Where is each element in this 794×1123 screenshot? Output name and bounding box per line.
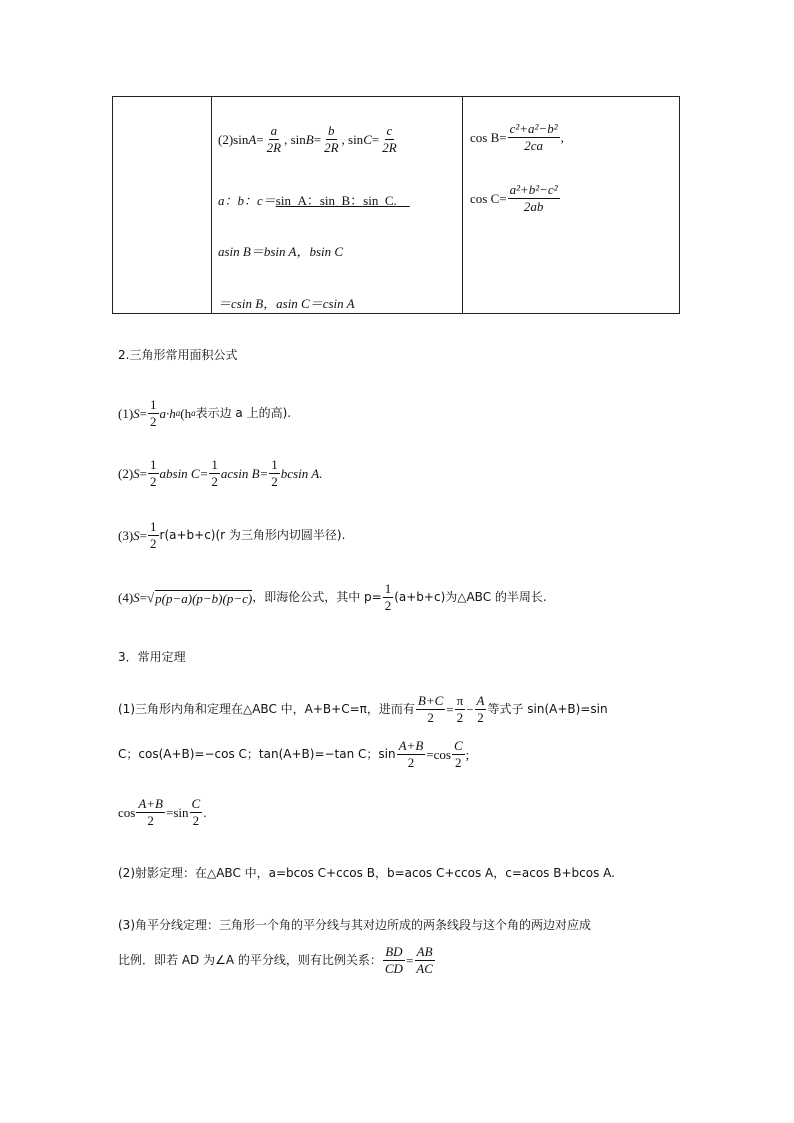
projection-theorem: (2)射影定理：在△ABC 中，a=bcos C+ccos B，b=acos C+ccos A，c=acos B+bcos A.	[118, 866, 615, 880]
sine-law-identity-1: asin B＝bsin A，bsin C	[218, 244, 344, 259]
table-divider	[462, 97, 463, 313]
sine-law-ratio: (2)sin A = $\frac{a}{2R}$ , sin B = $\frac{b}{2R}$ , sin C = $\frac{c}{2R}$	[218, 123, 397, 155]
sine-law-proportion: a：b：c＝sin_A：sin_B：sin_C.	[218, 193, 397, 208]
angle-sum-identities: C；cos(A+B)=−cos C；tan(A+B)=−tan C；sin $\frac{A+B}{2}$ =cos $\frac{C}{2}$ ;	[118, 738, 470, 770]
section-2-title: 2.三角形常用面积公式	[118, 348, 238, 362]
table-divider	[211, 97, 212, 313]
bisector-theorem-line2: 比例．即若 AD 为∠A 的平分线，则有比例关系： $\frac{BD}{CD}$ = $\frac{AB}{AC}$	[118, 944, 433, 976]
area-formula-3: (3) S = $\frac{1}{2}$ r(a+b+c)(r 为三角形内切圆半径).	[118, 519, 346, 551]
area-formula-2: (2) S = $\frac{1}{2}$ absin C= $\frac{1}{2}$ acsin B= $\frac{1}{2}$ bcsin A.	[118, 457, 323, 489]
angle-sum-theorem: (1)三角形内角和定理在△ABC 中，A+B+C=π，进而有 $\frac{B+C}{2}$ = $\frac{\pi}{2}$ − $\frac{A}{2}$ 等式子 sin(A+B)=sin	[118, 693, 608, 725]
area-formula-heron: (4) S =√ p(p−a)(p−b)(p−c) ，即海伦公式，其中 p= $\frac{1}{2}$ (a+b+c)为△ABC 的半周长.	[118, 581, 547, 613]
section-3-title: 3．常用定理	[118, 650, 186, 664]
cosine-b-formula: cos B= $\frac{\text{c²+a²−b²}}{2ca}$ ,	[470, 121, 564, 153]
bisector-theorem-line1: (3)角平分线定理：三角形一个角的平分线与其对边所成的两条线段与这个角的两边对应成	[118, 918, 592, 932]
half-angle-identity: cos $\frac{A+B}{2}$ =sin $\frac{C}{2}$ .	[118, 796, 207, 828]
sine-law-identity-2: ＝csin B，asin C＝csin A	[218, 296, 355, 311]
cosine-c-formula: cos C= $\frac{\text{a²+b²−c²}}{2ab}$	[470, 182, 558, 214]
area-formula-1: (1) S = $\frac{1}{2}$ a·h a (h a 表示边 a 上的高).	[118, 397, 292, 429]
